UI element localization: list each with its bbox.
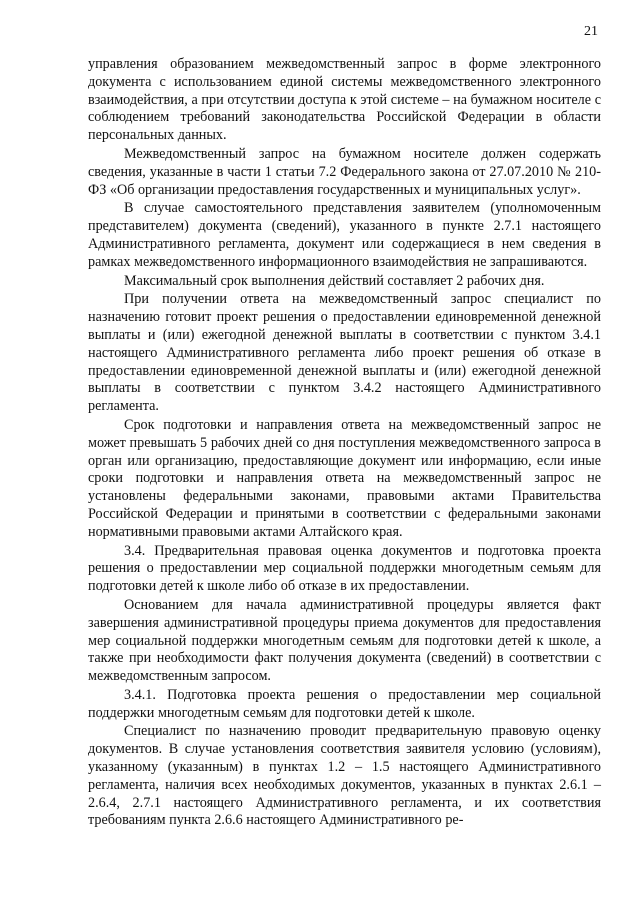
subsection-heading: 3.4.1. Подготовка проекта решения о предоставлении мер социальной поддержки многодетным семьям для подготовки детей к школе. — [88, 686, 601, 721]
paragraph: Максимальный срок выполнения действий составляет 2 рабочих дня. — [124, 272, 545, 289]
paragraph-continuation: управления образованием межведомственный запрос в форме электронного документа с использованием единой системы межведомственного электронного взаимодействия, а при отсутствии доступа к этой системе – на бумажном носителе с соблюдением требований законодательства Российской Федерации в области персональных данных. — [88, 56, 601, 144]
section-heading: 3.4. Предварительная правовая оценка документов и подготовка проекта решения о предоставлении мер социальной поддержки многодетным семьям для подготовки детей к школе либо об отказе в их предоставлении. — [88, 542, 601, 595]
paragraph: Специалист по назначению проводит предварительную правовую оценку документов. В случае установления соответствия заявителя условию (условиям), указанному (указанным) в пунктах 1.2 – 1.5 настоящего Административного регламента, наличия всех необходимых документов, указанных в пунктах 2.6.1 – 2.6.4, 2.7.1 настоящего Административного регламента, и их соответствия требованиям пункта 2.6.6 настоящего Административного ре- — [88, 723, 601, 829]
paragraph: Межведомственный запрос на бумажном носителе должен содержать сведения, указанные в части 1 статьи 7.2 Федерального закона от 27.07.2010 № 210-ФЗ «Об организации предоставления государственных и муниципальных услуг». — [88, 145, 601, 198]
paragraph: Срок подготовки и направления ответа на межведомственный запрос не может превышать 5 рабочих дней со дня поступления межведомственного запроса в орган или организацию, предоставляющие документ или информацию, если иные сроки подготовки и направления ответа на межведомственный запрос не установлены федеральными законами, правовыми актами Правительства Российской Федерации и принятыми в соответствии с федеральными законами нормативными правовыми актами Алтайского края. — [88, 416, 601, 540]
document-body — [88, 56, 601, 830]
page-number: 21 — [584, 24, 598, 39]
paragraph: В случае самостоятельного представления заявителем (уполномоченным представителем) документа (сведений), указанного в пункте 2.7.1 настоящего Административного регламента, документ или содержащиеся в нем сведения в рамках межведомственного информационного взаимодействия не запрашиваются. — [88, 200, 601, 270]
paragraph: При получении ответа на межведомственный запрос специалист по назначению готовит проект решения о предоставлении единовременной денежной выплаты и (или) ежегодной денежной выплаты в соответствии с пунктом 3.4.1 настоящего Административного регламента либо проект решения об отказе в предоставлении единовременной денежной выплаты и (или) ежегодной денежной выплаты в соответствии с пунктом 3.4.2 настоящего Административного регламента. — [88, 291, 601, 415]
paragraph: Основанием для начала административной процедуры является факт завершения административной процедуры приема документов для предоставления мер социальной поддержки многодетным семьям для подготовки детей к школе, а также при необходимости факт получения документа (сведений) в соответствии с межведомственным запросом. — [88, 596, 601, 685]
